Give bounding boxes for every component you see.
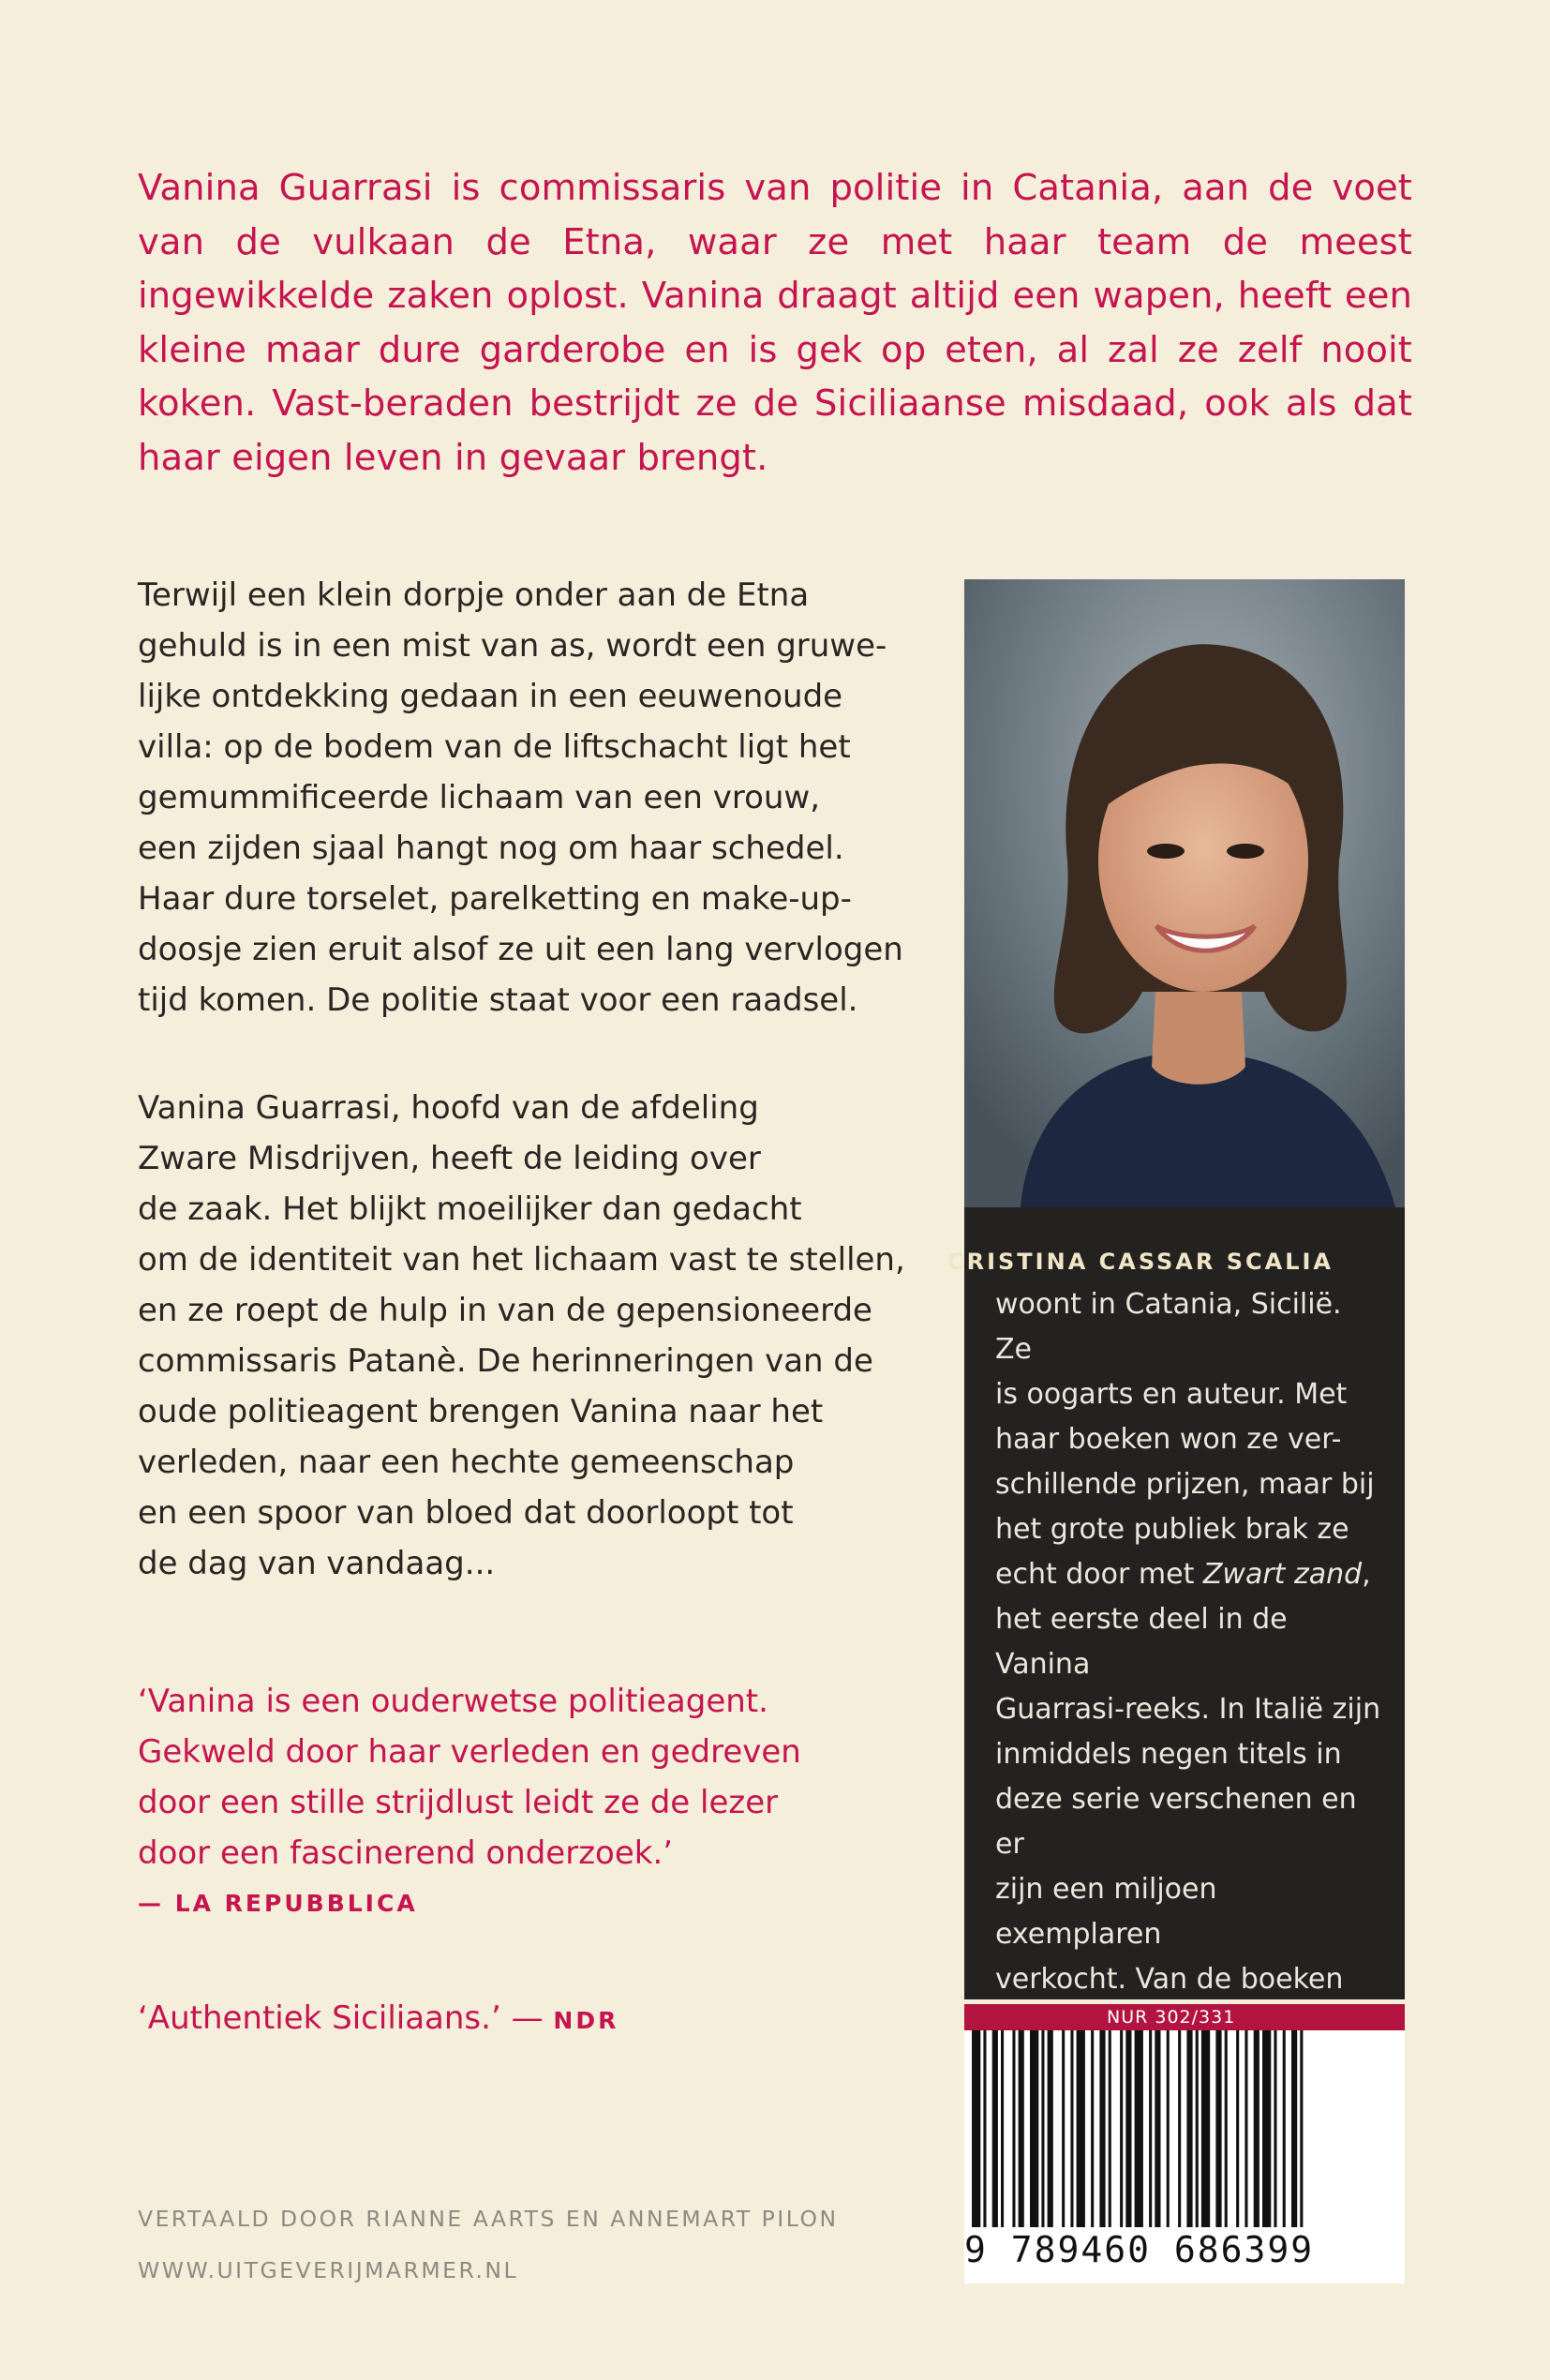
bio-line: schillende prijzen, maar bij: [995, 1468, 1375, 1501]
synopsis-paragraph-2: [138, 1083, 934, 1589]
synopsis-line: de zaak. Het blijkt moeilijker dan gedacht: [138, 1190, 802, 1228]
synopsis-line: Vanina Guarrasi, hoofd van de afdeling: [138, 1089, 759, 1127]
synopsis-line: tijd komen. De politie staat voor een raadsel.: [138, 981, 858, 1019]
barcode-bar: [1149, 2030, 1152, 2227]
barcode-bar: [1167, 2030, 1170, 2227]
synopsis-line: de dag van vandaag...: [138, 1545, 496, 1582]
bio-line: Guarrasi-reeks. In Italië zijn: [995, 1693, 1381, 1726]
quote-source: NDR: [553, 2007, 619, 2034]
barcode-bar: [1001, 2030, 1004, 2227]
barcode-bar: [1274, 2030, 1276, 2227]
barcode-bar: [1201, 2030, 1210, 2227]
synopsis-paragraph-1: [138, 570, 934, 1025]
synopsis-line: gehuld is in een mist van as, wordt een gruwe-: [138, 627, 887, 665]
synopsis-line: oude politieagent brengen Vanina naar het: [138, 1393, 824, 1430]
synopsis-line: villa: op de bodem van de liftschacht ligt het: [138, 728, 851, 766]
barcode-bars: [964, 2030, 1405, 2227]
barcode-bar: [1109, 2030, 1111, 2227]
quote-dash: —: [500, 1999, 554, 2037]
barcode-bar: [1120, 2030, 1123, 2227]
nur-code: NUR 302/331: [1107, 2007, 1236, 2028]
synopsis-line: en ze roept de hulp in van de gepensioneerde: [138, 1292, 872, 1329]
barcode-bar: [1070, 2030, 1073, 2227]
author-portrait-illustration: [964, 579, 1405, 1207]
synopsis-line: Zware Misdrijven, heeft de leiding over: [138, 1140, 761, 1177]
quote-line: door een fascinerend onderzoek.’: [138, 1834, 674, 1872]
barcode-bar: [1030, 2030, 1038, 2227]
quote-line: Gekweld door haar verleden en gedreven: [138, 1733, 801, 1771]
synopsis-line: commissaris Patanè. De herinneringen van de: [138, 1342, 873, 1380]
synopsis-line: doosje zien eruit alsof ze uit een lang vervlogen: [138, 931, 903, 968]
barcode-bar: [1178, 2030, 1181, 2227]
synopsis-line: Haar dure torselet, parelketting en make-up-: [138, 880, 852, 918]
bio-line: deze serie verschenen en er: [995, 1783, 1357, 1861]
synopsis-line: gemummificeerde lichaam van een vrouw,: [138, 779, 821, 816]
nur-code-bar: [964, 2004, 1405, 2030]
barcode-bar: [1291, 2030, 1297, 2227]
bio-line: inmiddels negen titels in: [995, 1738, 1342, 1771]
author-photo: [964, 579, 1405, 1207]
barcode-bar: [1019, 2030, 1024, 2227]
bio-line: zijn een miljoen exemplaren: [995, 1873, 1217, 1951]
synopsis-line: om de identiteit van het lichaam vast te stellen,: [138, 1241, 905, 1279]
barcode-bar: [992, 2030, 998, 2227]
synopsis-line: een zijden sjaal hangt nog om haar schedel.: [138, 830, 844, 867]
quote-line: door een stille strijdlust leidt ze de lezer: [138, 1784, 779, 1821]
review-quote-la-repubblica: [138, 1676, 953, 1929]
cover-blurb: Vanina Guarrasi is commissaris van politie in Catania, aan de voet van de vulkaan de Etna, waar ze met haar team de meest ingewikkelde zaken oplost. Vanina draagt altijd een wapen, heeft een kleine maar dure garderobe en is gek op eten, al zal ze zelf nooit koken. Vast-beraden bestrijdt ze de Siciliaanse misdaad, ook als dat haar eigen leven in gevaar brengt.: [138, 167, 1412, 479]
synopsis-line: Terwijl een klein dorpje onder aan de Etna: [138, 576, 810, 614]
barcode-bar: [1048, 2030, 1053, 2227]
bio-line: verkocht. Van de boeken: [995, 1963, 1344, 1996]
synopsis-line: lijke ontdekking gedaan in een eeuwenoude: [138, 678, 843, 715]
bio-book-title: Zwart zand: [1202, 1558, 1363, 1591]
bio-line: haar boeken won ze ver-: [995, 1423, 1342, 1456]
barcode-bar: [1091, 2030, 1094, 2227]
barcode-bar: [1077, 2030, 1085, 2227]
barcode-bar: [1041, 2030, 1044, 2227]
barcode-bar: [1262, 2030, 1271, 2227]
bio-line: is oogarts en auteur. Met: [995, 1378, 1348, 1411]
publisher-website[interactable]: WWW.UITGEVERIJMARMER.NL: [138, 2257, 519, 2283]
barcode-bar: [972, 2030, 980, 2227]
barcode-bar: [1236, 2030, 1239, 2227]
bio-line: het eerste deel in de Vanina: [995, 1603, 1288, 1681]
quote-source: — LA REPUBBLICA: [138, 1890, 418, 1917]
barcode-bar: [983, 2030, 986, 2227]
synopsis-line: verleden, naar een hechte gemeenschap: [138, 1444, 795, 1481]
barcode-bar: [1196, 2030, 1199, 2227]
bio-book-prefix: echt door met: [995, 1558, 1203, 1591]
review-quote-ndr: [138, 1993, 953, 2046]
quote-text: ‘Authentiek Siciliaans.’: [138, 1999, 501, 2037]
bio-line: [995, 1552, 1383, 1597]
bio-book-suffix: ,: [1362, 1558, 1371, 1591]
barcode-bar: [1135, 2030, 1143, 2227]
barcode-bar: [1244, 2030, 1247, 2227]
barcode-bar: [1254, 2030, 1259, 2227]
barcode-bar: [1155, 2030, 1160, 2227]
barcode-bar: [1012, 2030, 1015, 2227]
barcode-bar: [1099, 2030, 1105, 2227]
barcode-bar: [1300, 2030, 1303, 2227]
barcode-bar: [1215, 2030, 1221, 2227]
barcode-bar: [1225, 2030, 1228, 2227]
author-name: CRISTINA CASSAR SCALIA: [947, 1249, 1334, 1275]
isbn-digits: 9 789460 686399: [964, 2229, 1315, 2270]
synopsis-line: en een spoor van bloed dat doorloopt tot: [138, 1494, 794, 1532]
barcode-bar: [1186, 2030, 1192, 2227]
barcode-bar: [1283, 2030, 1286, 2227]
quote-line: ‘Vanina is een ouderwetse politieagent.: [138, 1683, 768, 1720]
bio-line: woont in Catania, Sicilië. Ze: [995, 1288, 1342, 1366]
translator-credit: VERTAALD DOOR RIANNE AARTS EN ANNEMART PILON: [138, 2206, 839, 2232]
barcode-bar: [1125, 2030, 1131, 2227]
barcode-bar: [1062, 2030, 1065, 2227]
bio-line: het grote publiek brak ze: [995, 1513, 1349, 1546]
